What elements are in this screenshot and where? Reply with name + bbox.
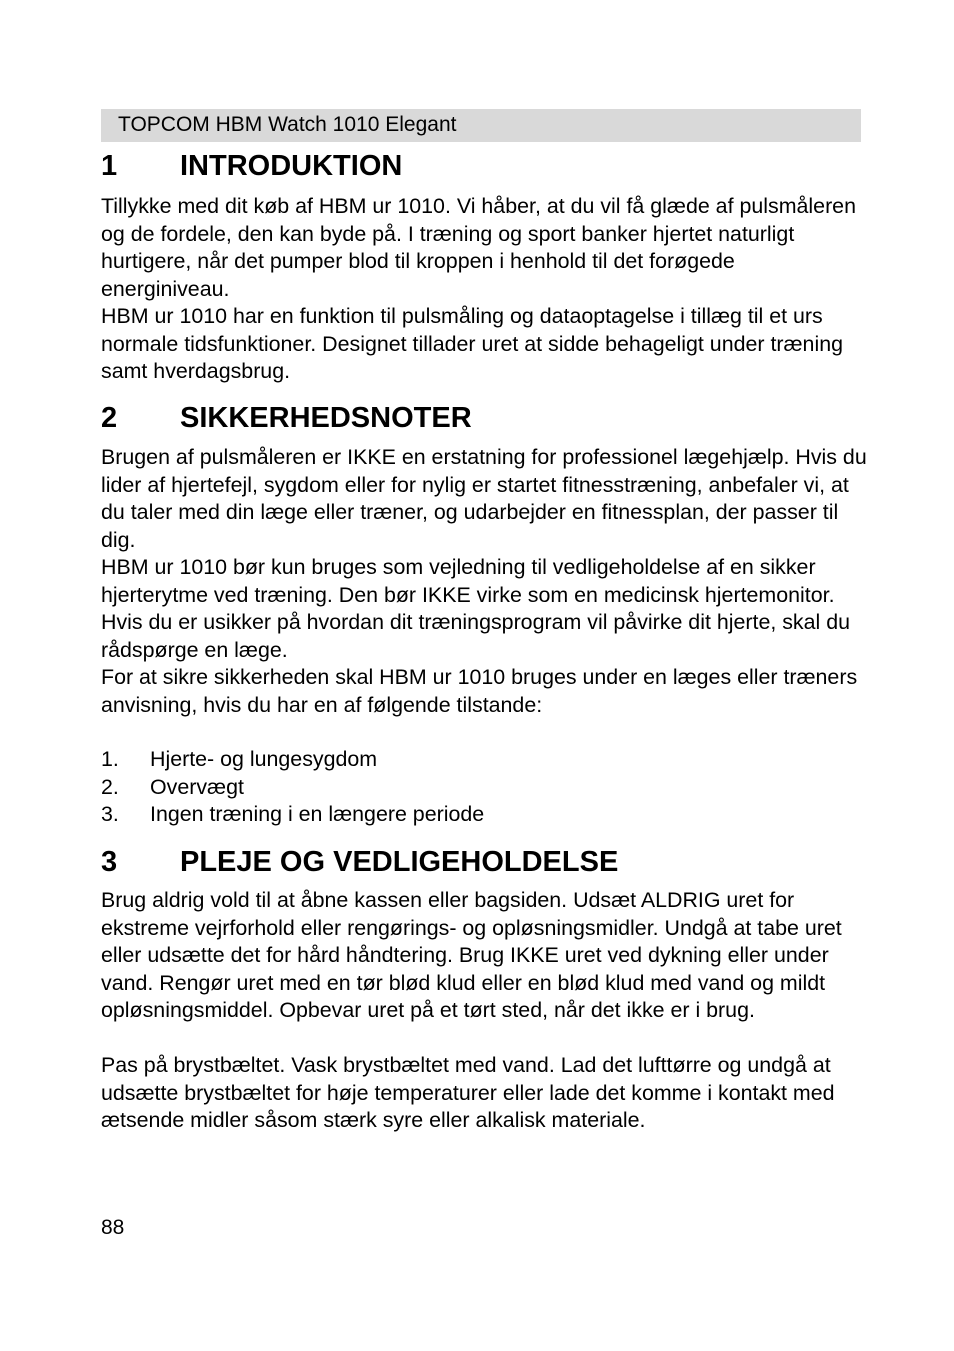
list-item (101, 774, 861, 802)
document-title: TOPCOM HBM Watch 1010 Elegant (118, 113, 457, 136)
section-number: 1 (101, 150, 118, 182)
page-number: 88 (101, 1216, 125, 1239)
list-number: 3. (101, 802, 119, 826)
paragraph: Pas på brystbæltet. Vask brystbæltet med vand. Lad det lufttørre og undgå at udsætte brystbæltet for høje temperaturer eller lade det komme i kontakt med ætsende midler såsom stærk syre eller alkalisk materiale. (101, 1053, 835, 1132)
list-item (101, 746, 861, 774)
section-number: 3 (101, 846, 118, 878)
paragraph: HBM ur 1010 bør kun bruges som vejledning til vedligeholdelse af en sikker hjerterytme ved træning. Den bør IKKE virke som en medicinsk hjertemonitor. Hvis du er usikker på hvordan dit træningsprogram vil påvirke dit hjerte, skal du rådspørge en læge. (101, 555, 851, 662)
paragraph: Brugen af pulsmåleren er IKKE en erstatning for professionel lægehjælp. Hvis du lider af hjertefejl, sygdom eller for nylig er startet fitnesstræning, anbefaler vi, at du taler med din læge eller træner, og udarbejder en fitnessplan, der passer til dig. (101, 445, 867, 552)
paragraph: For at sikre sikkerheden skal HBM ur 1010 bruges under en læges eller træners anvisning, hvis du har en af følgende tilstande: (101, 665, 858, 717)
paragraph: Brug aldrig vold til at åbne kassen eller bagsiden. Udsæt ALDRIG uret for ekstreme vejrforhold eller rengørings- og opløsningsmidler. Undgå at tabe uret eller udsætte det for hård håndtering. Brug IKKE uret ved dykning eller under vand. Rengør uret med en tør blød klud eller en blød klud med vand og mildt opløsningsmiddel. Opbevar uret på et tørt sted, når det ikke er i brug. (101, 888, 842, 1022)
list-text: Hjerte- og lungesygdom (150, 747, 378, 771)
section-title: INTRODUKTION (180, 150, 403, 182)
list-number: 2. (101, 774, 119, 799)
conditions-list (101, 746, 861, 829)
paragraph: HBM ur 1010 har en funktion til pulsmåling og dataoptagelse i tillæg til et urs normale tidsfunktioner. Designet tillader uret at sidde behageligt under træning samt hverdagsbrug. (101, 304, 843, 383)
list-text: Overvægt (150, 774, 244, 799)
list-number: 1. (101, 747, 119, 771)
section-title: SIKKERHEDSNOTER (180, 402, 472, 434)
running-header (101, 109, 861, 142)
section-title: PLEJE OG VEDLIGEHOLDELSE (180, 846, 619, 878)
list-text: Ingen træning i en længere periode (150, 802, 485, 826)
list-item (101, 801, 861, 829)
paragraph: Tillykke med dit køb af HBM ur 1010. Vi håber, at du vil få glæde af pulsmåleren og de fordele, den kan byde på. I træning og sport banker hjertet naturligt hurtigere, når det pumper blod til kroppen i henhold til det forøgede energiniveau. (101, 194, 856, 301)
section-number: 2 (101, 402, 118, 434)
